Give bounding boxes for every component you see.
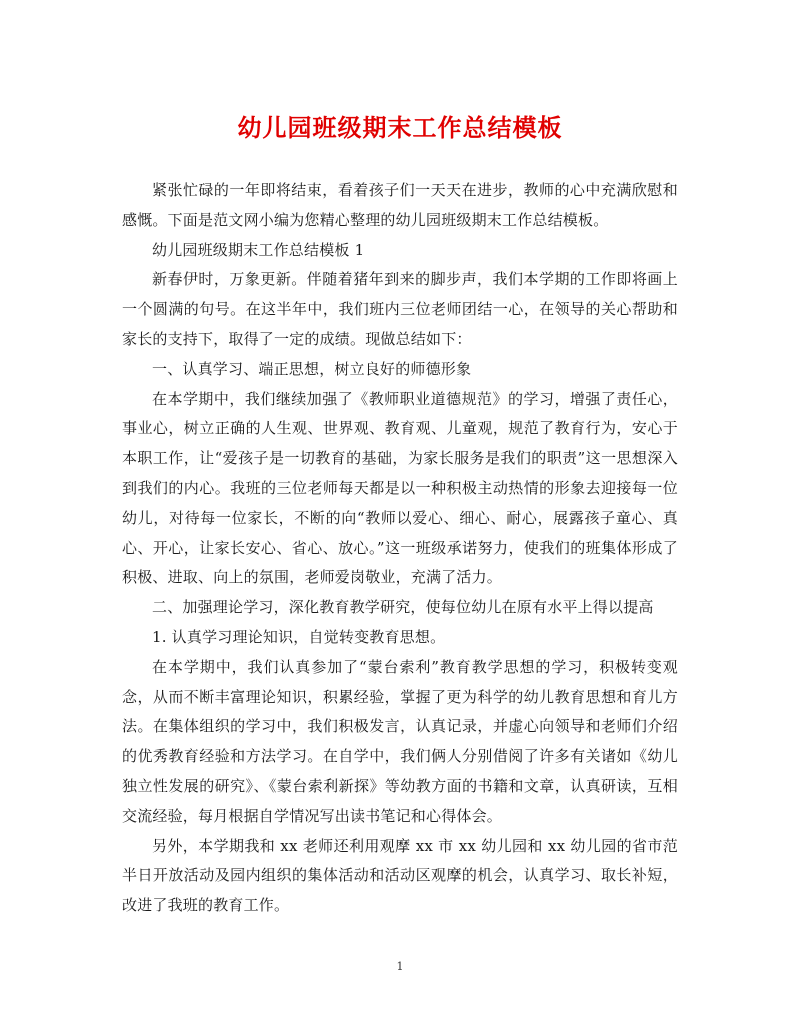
paragraph: 在本学期中，我们认真参加了“蒙台索利”教育教学思想的学习，积极转变观念，从而不断丰富理论知识，积累经验，掌握了更为科学的幼儿教育思想和育儿方法。在集体组织的学习中，我们积极发言，认真记录，并虚心向领导和老师们介绍的优秀教育经验和方法学习。在自学中，我们俩人分别借阅了许多有关诸如《幼儿独立性发展的研究》、《蒙台索利新探》等幼教方面的书籍和文章，认真研读，互相交流经验，每月根据自学情况写出读书笔记和心得体会。 xyxy=(122,657,678,825)
document-title: 幼儿园班级期末工作总结模板 xyxy=(237,113,563,142)
intro-paragraph: 紧张忙碌的一年即将结束，看着孩子们一天天在进步，教师的心中充满欣慰和感慨。下面是范文网小编为您精心整理的幼儿园班级期末工作总结模板。 xyxy=(122,181,678,229)
heading-2: 二、加强理论学习，深化教育教学研究，使每位幼儿在原有水平上得以提高 xyxy=(152,598,654,617)
page-number: 1 xyxy=(396,960,404,973)
section-title: 幼儿园班级期末工作总结模板 1 xyxy=(152,240,365,259)
document-body xyxy=(122,176,678,921)
subheading-1: 1. 认真学习理论知识，自觉转变教育思想。 xyxy=(152,627,446,646)
heading-1: 一、认真学习、端正思想，树立良好的师德形象 xyxy=(152,359,472,378)
paragraph: 新春伊时，万象更新。伴随着猪年到来的脚步声，我们本学期的工作即将画上一个圆满的句号。在这半年中，我们班内三位老师团结一心，在领导的关心帮助和家长的支持下，取得了一定的成绩。现做总结如下： xyxy=(122,270,678,348)
paragraph: 在本学期中，我们继续加强了《教师职业道德规范》的学习，增强了责任心，事业心，树立正确的人生观、世界观、教育观、儿童观，规范了教育行为，安心于本职工作，让“爱孩子是一切教育的基础，为家长服务是我们的职责”这一思想深入到我们的内心。我班的三位老师每天都是以一种积极主动热情的形象去迎接每一位幼儿，对待每一位家长，不断的向“教师以爱心、细心、耐心，展露孩子童心、真心、开心，让家长安心、省心、放心。”这一班级承诺努力，使我们的班集体形成了积极、进取、向上的氛围，老师爱岗敬业，充满了活力。 xyxy=(122,389,678,587)
paragraph: 另外，本学期我和 xx 老师还利用观摩 xx 市 xx 幼儿园和 xx 幼儿园的省市范半日开放活动及园内组织的集体活动和活动区观摩的机会，认真学习、取长补短，改进了我班的教育工作。 xyxy=(122,836,678,915)
